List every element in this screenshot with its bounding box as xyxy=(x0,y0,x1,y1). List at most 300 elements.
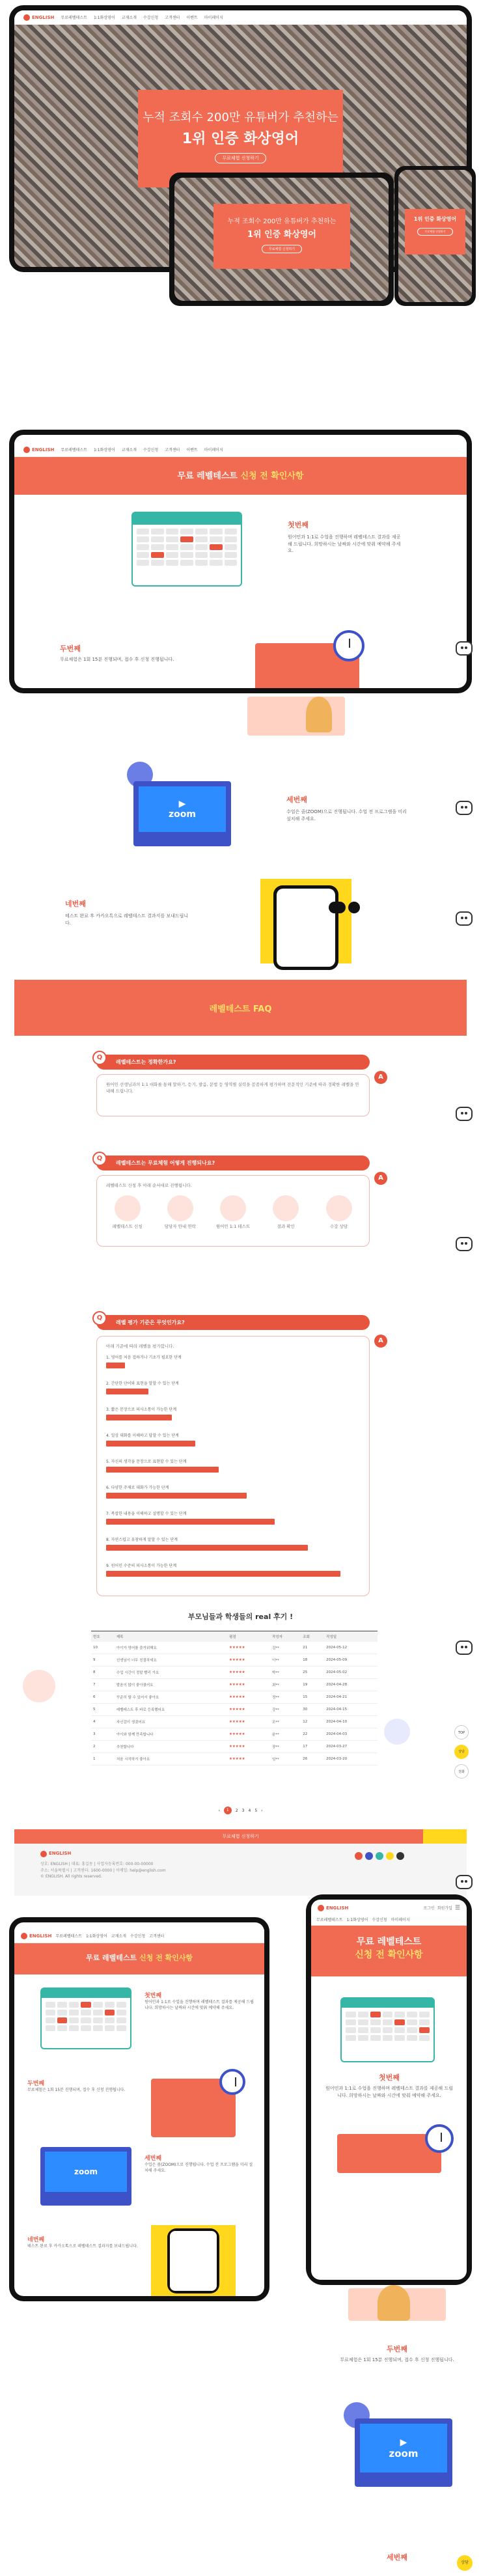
decor-circle xyxy=(23,1670,55,1702)
social-icons xyxy=(355,1852,404,1860)
step-1-text: 원어민과 1:1로 수업을 진행하며 레벨테스트 결과를 제공해 드립니다. 희망하시는 날짜와 시간에 맞춰 예약해 주세요. xyxy=(288,534,401,553)
flow-step xyxy=(318,1195,360,1230)
step-2-block-partial xyxy=(60,643,223,663)
table-cell: 19 xyxy=(301,1679,324,1691)
flow-step-circle-icon xyxy=(326,1195,352,1221)
nav-item-mypage[interactable]: 마이페이지 xyxy=(204,16,223,20)
faq-answer-2-text: 레벨테스트 신청 후 아래 순서대로 진행됩니다. xyxy=(106,1183,192,1188)
flow-step-circle-icon xyxy=(220,1195,246,1221)
level-label: 3. 짧은 문장으로 의사소통이 가능한 단계 xyxy=(106,1407,176,1413)
question-mark-icon: Q xyxy=(92,1152,107,1166)
table-cell: 10 xyxy=(91,1642,115,1654)
table-cell: 2024-03-27 xyxy=(324,1741,378,1753)
plus-icon xyxy=(348,902,360,913)
table-cell: 26 xyxy=(301,1753,324,1766)
phone-auth-links xyxy=(423,1905,460,1911)
table-cell: 2024-05-09 xyxy=(324,1654,378,1667)
laptop-frame-hero xyxy=(169,173,394,306)
faq-question-3-text: 레벨 평가 기준은 무엇인가요? xyxy=(116,1320,185,1325)
flow-step xyxy=(265,1195,307,1230)
faq-title-text: 레벨테스트 FAQ xyxy=(209,1004,272,1014)
mascot-icon xyxy=(456,641,473,656)
reviews-pagination xyxy=(14,1807,467,1814)
table-row[interactable] xyxy=(91,1704,378,1716)
level-label: 5. 자신의 생각을 문장으로 표현할 수 있는 단계 xyxy=(106,1460,187,1465)
reviews-body xyxy=(91,1642,378,1766)
table-cell: 2024-04-03 xyxy=(324,1728,378,1741)
logo-mark-icon xyxy=(23,14,30,21)
portrait-title-band xyxy=(14,1943,264,1974)
reviews-header-cell: 번호 xyxy=(91,1631,115,1642)
level-label: 1. 영어를 처음 접하거나 기초가 필요한 단계 xyxy=(106,1355,182,1361)
table-cell: 박** xyxy=(270,1667,301,1679)
table-cell: 2 xyxy=(91,1741,115,1753)
flow-step xyxy=(212,1195,254,1230)
phone-step-2-title: 두번째 xyxy=(387,2345,407,2353)
tablet-check-screen xyxy=(14,435,467,688)
phone-calendar-header xyxy=(342,1999,433,2008)
laptop-hero-cta[interactable]: 무료체험 신청하기 xyxy=(262,245,302,253)
reviews-table xyxy=(91,1631,378,1766)
faq-title-band xyxy=(14,980,467,1036)
step-2-person xyxy=(306,697,332,732)
table-cell: 임** xyxy=(270,1753,301,1766)
portrait-title-b: 신청 전 확인사항 xyxy=(139,1954,193,1962)
check-nav-item-7[interactable]: 마이페이지 xyxy=(204,448,223,452)
table-cell: 추천합니다 xyxy=(115,1741,227,1753)
level-bar xyxy=(106,1363,125,1368)
nav-item-level-test[interactable]: 무료레벨테스트 xyxy=(61,16,87,20)
mascot-icon xyxy=(456,1875,473,1889)
portrait-step-3-text: 수업은 줌(ZOOM)으로 진행됩니다. 수업 전 프로그램을 미리 설치해 주세요. xyxy=(144,2163,253,2173)
table-cell: 조** xyxy=(270,1716,301,1728)
portrait-logo-text: ENGLISH xyxy=(29,1933,52,1939)
flow-step-label: 원어민 1:1 테스트 xyxy=(215,1224,251,1230)
phone-title-band xyxy=(311,1926,467,1976)
portrait-phone-screen xyxy=(170,2231,217,2291)
faq-question-3[interactable] xyxy=(96,1315,370,1330)
laptop-hero-line-2: 1위 인증 화상영어 xyxy=(247,230,316,240)
table-cell: 강** xyxy=(270,1704,301,1716)
reviews-header-cell: 제목 xyxy=(115,1631,227,1642)
reviews-header-cell: 작성자 xyxy=(270,1631,301,1642)
page-2[interactable]: 2 xyxy=(235,1808,238,1813)
level-label: 4. 일상 대화를 이해하고 답할 수 있는 단계 xyxy=(106,1433,179,1439)
social-icon[interactable] xyxy=(376,1852,383,1860)
table-row[interactable] xyxy=(91,1691,378,1704)
table-cell: 9 xyxy=(91,1654,115,1667)
table-row[interactable] xyxy=(91,1667,378,1679)
phone-step-1-text: 원어민과 1:1로 수업을 진행하며 레벨테스트 결과를 제공해 드립니다. 희망하시는 날짜와 시간에 맞춰 예약해 주세요. xyxy=(325,2086,453,2098)
level-bar xyxy=(106,1519,275,1525)
check-title-b: 신청 전 확인사항 xyxy=(240,471,304,481)
phone-illustration-screen xyxy=(277,889,335,967)
table-cell: 18 xyxy=(301,1654,324,1667)
portrait-zoom-illustration xyxy=(40,2147,131,2206)
faq-answer-3-text: 아래 기준에 따라 레벨을 평가합니다. xyxy=(106,1344,174,1349)
phone-clock-icon xyxy=(425,2124,454,2153)
phone-nav-item-3[interactable]: 수강신청 xyxy=(372,1918,387,1922)
table-cell: ★★★★★ xyxy=(227,1642,270,1654)
reviews-table-wrap xyxy=(91,1631,378,1766)
flow-step xyxy=(159,1195,201,1230)
faq-question-1[interactable] xyxy=(96,1055,370,1070)
table-cell: 선생님이 너무 친절하세요 xyxy=(115,1654,227,1667)
social-icon[interactable] xyxy=(365,1852,373,1860)
phone-header xyxy=(311,1900,467,1917)
nav-item-video-english[interactable]: 1:1화상영어 xyxy=(93,16,115,20)
table-cell: 17 xyxy=(301,1741,324,1753)
answer-badge-icon: A xyxy=(374,1172,387,1185)
faq-answer-1-text: 원어민 선생님과의 1:1 대화를 통해 말하기, 듣기, 발음, 문법 등 영역별 실력을 꼼꼼하게 평가하며 전문적인 기준에 따라 정확한 레벨을 안내해 드립니다. xyxy=(106,1082,359,1094)
kakao-float-button[interactable] xyxy=(457,2555,473,2571)
login-link[interactable]: 로그인 xyxy=(423,1906,435,1911)
phone-hero-line-2: 1위 인증 화상영어 xyxy=(413,216,457,222)
social-icon[interactable] xyxy=(386,1852,394,1860)
portrait-nav-item-2[interactable]: 1:1화상영어 xyxy=(85,1934,107,1939)
portrait-nav-item-3[interactable]: 교재소개 xyxy=(111,1934,126,1939)
reviews-title: 부모님들과 학생들의 real 후기 ! xyxy=(187,1613,294,1621)
table-cell: 2024-04-21 xyxy=(324,1691,378,1704)
phone-nav-item-2[interactable]: 1:1화상영어 xyxy=(346,1918,368,1922)
hamburger-menu-icon[interactable]: ☰ xyxy=(454,1905,460,1911)
footer-line-1: 상호: ENGLISH | 대표: 홍길동 | 사업자등록번호: 000-00-00000 xyxy=(40,1862,154,1867)
page-4[interactable]: 4 xyxy=(248,1808,251,1813)
social-icon[interactable] xyxy=(396,1852,404,1860)
faq-question-2[interactable] xyxy=(96,1156,370,1170)
calendar-header xyxy=(133,513,241,525)
footer-logo-mark-icon xyxy=(40,1851,47,1857)
footer-copy: © ENGLISH. All rights reserved. xyxy=(40,1874,102,1879)
level-bar xyxy=(106,1441,195,1447)
tablet-portrait-screen xyxy=(14,1922,264,2296)
table-cell: ★★★★★ xyxy=(227,1753,270,1766)
phone-step-1 xyxy=(324,2072,454,2099)
portrait-step-4-text: 테스트 완료 후 카카오톡으로 레벨테스트 결과지를 보내드립니다. xyxy=(27,2244,138,2249)
table-cell: 2024-04-10 xyxy=(324,1716,378,1728)
logo-text: ENGLISH xyxy=(32,14,55,20)
portrait-step-1-title: 첫번째 xyxy=(144,1993,162,1999)
reviews-header-cell: 조회 xyxy=(301,1631,324,1642)
table-cell: 자신감이 생겼어요 xyxy=(115,1716,227,1728)
check-title-band xyxy=(14,457,467,495)
phone-zoom-label: zoom xyxy=(389,2447,419,2459)
footer-line-2: 주소: 서울특별시 | 고객센터: 1600-0000 | 이메일: help@english.com xyxy=(40,1868,166,1873)
table-cell: ★★★★★ xyxy=(227,1741,270,1753)
table-row[interactable] xyxy=(91,1728,378,1741)
table-cell: 21 xyxy=(301,1642,324,1654)
calendar-illustration xyxy=(131,512,242,587)
table-cell: 아이와 함께 만족합니다 xyxy=(115,1728,227,1741)
portrait-clock-icon xyxy=(219,2069,245,2095)
phone-calendar xyxy=(340,1997,435,2062)
table-row[interactable] xyxy=(91,1654,378,1667)
table-cell: 이** xyxy=(270,1654,301,1667)
portrait-step-2-text: 무료체험은 1회 15분 진행되며, 접수 후 신청 진행됩니다. xyxy=(27,2088,126,2092)
level-label: 9. 원어민 수준의 의사소통이 가능한 단계 xyxy=(106,1564,176,1569)
check-nav-item-5[interactable]: 고객센터 xyxy=(165,448,180,452)
logo[interactable] xyxy=(23,14,54,21)
calendar-grid xyxy=(133,525,241,570)
zoom-label: zoom xyxy=(169,809,196,820)
portrait-nav-item-1[interactable]: 무료레벨테스트 xyxy=(55,1934,82,1939)
table-cell: 발음이 많이 좋아졌어요 xyxy=(115,1679,227,1691)
faq-answer-2 xyxy=(96,1175,370,1247)
answer-badge-icon: A xyxy=(374,1071,387,1084)
table-cell: 2024-04-15 xyxy=(324,1704,378,1716)
step-4-block xyxy=(65,898,189,926)
table-cell: 5 xyxy=(91,1704,115,1716)
call-button[interactable]: 전화 xyxy=(454,1764,469,1779)
table-cell: 8 xyxy=(91,1667,115,1679)
phone-portrait-screen xyxy=(311,1900,467,2280)
hero-line-1: 누적 조회수 200만 유튜버가 추천하는 xyxy=(143,111,338,124)
portrait-calendar-header xyxy=(42,1989,130,1998)
level-label: 8. 자연스럽고 유창하게 말할 수 있는 단계 xyxy=(106,1538,178,1543)
tablet-frame-check xyxy=(9,430,472,693)
phone-logo[interactable] xyxy=(318,1905,348,1911)
reviews-header-row xyxy=(91,1631,378,1642)
check-logo-text: ENGLISH xyxy=(32,447,55,452)
level-label: 2. 간단한 단어와 표현을 말할 수 있는 단계 xyxy=(106,1381,179,1387)
portrait-zoom-screen xyxy=(45,2152,127,2192)
top-nav xyxy=(14,10,467,25)
check-nav-item-1[interactable]: 무료레벨테스트 xyxy=(61,448,87,452)
question-mark-icon: Q xyxy=(92,1311,107,1325)
step-1-block xyxy=(288,519,405,555)
laptop-collage xyxy=(174,178,389,301)
portrait-step-4 xyxy=(27,2235,138,2249)
check-logo[interactable] xyxy=(23,447,54,453)
portrait-title-a: 무료 레벨테스트 xyxy=(85,1954,137,1962)
yellow-accent xyxy=(423,1829,467,1844)
phone-nav-row xyxy=(311,1917,467,1926)
step-4-title: 네번째 xyxy=(65,900,86,908)
check-nav-item-3[interactable]: 교재소개 xyxy=(121,448,137,452)
top-button[interactable]: TOP xyxy=(454,1725,469,1739)
page-1[interactable]: 1 xyxy=(224,1807,232,1814)
flow-step-label: 담당자 안내 연락 xyxy=(164,1224,196,1230)
check-nav-item-6[interactable]: 이벤트 xyxy=(186,448,198,452)
table-cell: 김** xyxy=(270,1642,301,1654)
table-cell: 4 xyxy=(91,1716,115,1728)
portrait-nav-item-4[interactable]: 수강신청 xyxy=(130,1934,146,1939)
phone-video-camera-icon: ▶ xyxy=(400,2437,407,2448)
social-icon[interactable] xyxy=(355,1852,363,1860)
phone-nav-item-4[interactable]: 마이페이지 xyxy=(391,1918,410,1922)
table-cell: 처음 시작하기 좋아요 xyxy=(115,1753,227,1766)
level-label: 7. 복잡한 내용을 이해하고 설명할 수 있는 단계 xyxy=(106,1512,187,1517)
table-cell: 3 xyxy=(91,1728,115,1741)
faq-answer-1 xyxy=(96,1074,370,1116)
reviews-header-cell: 평점 xyxy=(227,1631,270,1642)
table-row[interactable] xyxy=(91,1679,378,1691)
nav-item-textbook[interactable]: 교재소개 xyxy=(121,16,137,20)
table-cell: 최** xyxy=(270,1679,301,1691)
zoom-illustration xyxy=(133,781,231,846)
mascot-icon xyxy=(456,1641,473,1655)
table-cell: 윤** xyxy=(270,1728,301,1741)
portrait-step-2 xyxy=(27,2079,138,2093)
laptop-hero-line-1: 누적 조회수 200만 유튜버가 추천하는 xyxy=(227,218,337,225)
phone-step-2-person xyxy=(378,2285,410,2321)
table-row[interactable] xyxy=(91,1741,378,1753)
check-logo-mark-icon xyxy=(23,447,30,453)
speech-bubble-icon xyxy=(329,902,346,913)
check-nav-item-4[interactable]: 수강신청 xyxy=(143,448,159,452)
phone-step-3-title: 세번째 xyxy=(387,2553,407,2562)
portrait-step-4-title: 네번째 xyxy=(27,2237,45,2243)
table-cell: 2024-04-28 xyxy=(324,1679,378,1691)
table-cell: 장** xyxy=(270,1741,301,1753)
phone-illustration xyxy=(273,885,338,970)
mascot-icon xyxy=(456,1107,473,1121)
portrait-phone-illustration xyxy=(167,2228,219,2293)
portrait-step-1-text: 원어민과 1:1로 수업을 진행하며 레벨테스트 결과를 제공해 드립니다. 희망하시는 날짜와 시간에 맞춰 예약해 주세요. xyxy=(144,2000,254,2010)
table-cell: 수업 시간이 정말 빨리 가요 xyxy=(115,1667,227,1679)
table-cell: ★★★★★ xyxy=(227,1679,270,1691)
kakao-float-label: 상담 xyxy=(461,2560,469,2565)
phone-calendar-grid xyxy=(342,2008,433,2045)
portrait-logo-mark-icon xyxy=(21,1933,27,1939)
faq-question-1-text: 레벨테스트는 정확한가요? xyxy=(116,1059,176,1065)
tablet-frame-portrait xyxy=(9,1917,269,2301)
page-3[interactable]: 3 xyxy=(241,1808,245,1813)
decor-circle xyxy=(384,1719,410,1745)
table-cell: 6 xyxy=(91,1691,115,1704)
table-cell: ★★★★★ xyxy=(227,1654,270,1667)
portrait-step-3 xyxy=(144,2154,255,2174)
level-bar xyxy=(106,1389,148,1394)
portrait-zoom-label: zoom xyxy=(74,2167,98,2176)
flow-step-circle-icon xyxy=(273,1195,299,1221)
level-bar xyxy=(106,1493,247,1499)
flow-step-label: 수강 상담 xyxy=(329,1224,348,1230)
portrait-step-1 xyxy=(144,1991,255,2011)
portrait-calendar-grid xyxy=(42,1998,130,2035)
phone-hero-cta[interactable]: 무료체험 신청하기 xyxy=(417,228,452,236)
table-cell: 30 xyxy=(301,1704,324,1716)
answer-badge-icon: A xyxy=(374,1335,387,1348)
kakao-consult-button[interactable]: 상담 xyxy=(454,1745,469,1759)
phone-step-2-text: 무료체험은 1회 15분 진행되며, 접수 후 신청 진행됩니다. xyxy=(340,2357,454,2362)
faq-question-2-text: 레벨테스트는 무료체험 어떻게 진행되나요? xyxy=(116,1160,215,1166)
phone-logo-mark-icon xyxy=(318,1905,324,1911)
phone-collage xyxy=(398,170,472,302)
phone-title-b: 신청 전 확인사항 xyxy=(355,1950,423,1960)
check-nav-item-2[interactable]: 1:1화상영어 xyxy=(93,448,115,452)
cta-strip[interactable] xyxy=(14,1829,467,1844)
table-row[interactable] xyxy=(91,1642,378,1654)
footer xyxy=(14,1844,467,1896)
phone-hero-banner xyxy=(405,209,465,255)
table-cell: ★★★★★ xyxy=(227,1667,270,1679)
pager-next-icon[interactable]: › xyxy=(261,1808,263,1813)
reviews-header-cell: 작성일 xyxy=(324,1631,378,1642)
table-cell: 15 xyxy=(301,1691,324,1704)
faq-title xyxy=(14,1002,467,1014)
hero-line-2: 1위 인증 화상영어 xyxy=(182,131,299,147)
level-bar xyxy=(106,1467,219,1473)
table-cell: 정** xyxy=(270,1691,301,1704)
phone-frame-hero xyxy=(394,166,476,306)
portrait-step-2-title: 두번째 xyxy=(27,2081,45,2087)
portrait-nav-item-5[interactable]: 고객센터 xyxy=(149,1934,165,1939)
phone-frame-portrait xyxy=(306,1894,472,2285)
portrait-calendar xyxy=(40,1987,131,2049)
clock-icon xyxy=(333,630,364,661)
flow-step-label: 레벨테스트 신청 xyxy=(112,1224,143,1230)
mascot-icon xyxy=(456,1237,473,1251)
flow-step xyxy=(106,1195,148,1230)
phone-logo-text: ENGLISH xyxy=(326,1905,349,1911)
phone-step-2 xyxy=(325,2344,469,2364)
level-bar xyxy=(106,1415,172,1420)
nav-item-register[interactable]: 수강신청 xyxy=(143,16,159,20)
level-label: 6. 다양한 주제로 대화가 가능한 단계 xyxy=(106,1486,169,1491)
level-bar xyxy=(106,1545,308,1551)
flow-step-circle-icon xyxy=(115,1195,141,1221)
portrait-logo[interactable] xyxy=(21,1933,51,1939)
laptop-hero-banner xyxy=(213,204,350,269)
faq-answer-3 xyxy=(96,1336,370,1596)
page-5[interactable]: 5 xyxy=(254,1808,258,1813)
table-cell: 꾸준히 할 수 있어서 좋아요 xyxy=(115,1691,227,1704)
signup-link[interactable]: 회원가입 xyxy=(437,1906,452,1911)
portrait-nav xyxy=(14,1929,264,1943)
phone-screen xyxy=(398,170,472,302)
phone-zoom-screen xyxy=(360,2424,447,2472)
step-3-block xyxy=(286,794,410,822)
table-cell: 12 xyxy=(301,1716,324,1728)
step-1-title: 첫번째 xyxy=(288,521,309,529)
flow-step-circle-icon xyxy=(167,1195,193,1221)
pager-prev-icon[interactable]: ‹ xyxy=(218,1808,220,1813)
table-cell: ★★★★★ xyxy=(227,1728,270,1741)
level-bars xyxy=(106,1350,360,1590)
nav-item-event[interactable]: 이벤트 xyxy=(186,16,198,20)
table-cell: 2024-05-02 xyxy=(324,1667,378,1679)
nav-item-support[interactable]: 고객센터 xyxy=(165,16,180,20)
flow-steps xyxy=(106,1195,360,1230)
phone-zoom-illustration xyxy=(355,2418,452,2487)
portrait-title xyxy=(14,1952,264,1963)
zoom-screen xyxy=(139,786,226,832)
step-2-title: 두번째 xyxy=(60,644,81,653)
check-title xyxy=(14,469,467,481)
phone-step-3 xyxy=(325,2552,469,2562)
phone-nav-item-1[interactable]: 무료레벨테스트 xyxy=(316,1918,343,1922)
table-cell: 22 xyxy=(301,1728,324,1741)
check-title-a: 무료 레벨테스트 xyxy=(177,471,238,481)
cta-strip-label: 무료체험 신청하기 xyxy=(222,1834,259,1839)
phone-title-a: 무료 레벨테스트 xyxy=(356,1937,422,1947)
check-nav xyxy=(14,443,467,457)
table-cell: ★★★★★ xyxy=(227,1704,270,1716)
table-row[interactable] xyxy=(91,1753,378,1766)
table-cell: ★★★★★ xyxy=(227,1691,270,1704)
table-cell: 레벨테스트 후 바로 등록했어요 xyxy=(115,1704,227,1716)
mascot-icon xyxy=(456,911,473,926)
table-cell: 25 xyxy=(301,1667,324,1679)
table-row[interactable] xyxy=(91,1716,378,1728)
table-cell: 아이가 영어를 즐거워해요 xyxy=(115,1642,227,1654)
portrait-step-3-title: 세번째 xyxy=(144,2155,162,2162)
table-cell: 1 xyxy=(91,1753,115,1766)
step-3-title: 세번째 xyxy=(286,796,307,804)
level-bar xyxy=(106,1571,340,1577)
hero-cta-button[interactable]: 무료체험 신청하기 xyxy=(215,153,266,163)
